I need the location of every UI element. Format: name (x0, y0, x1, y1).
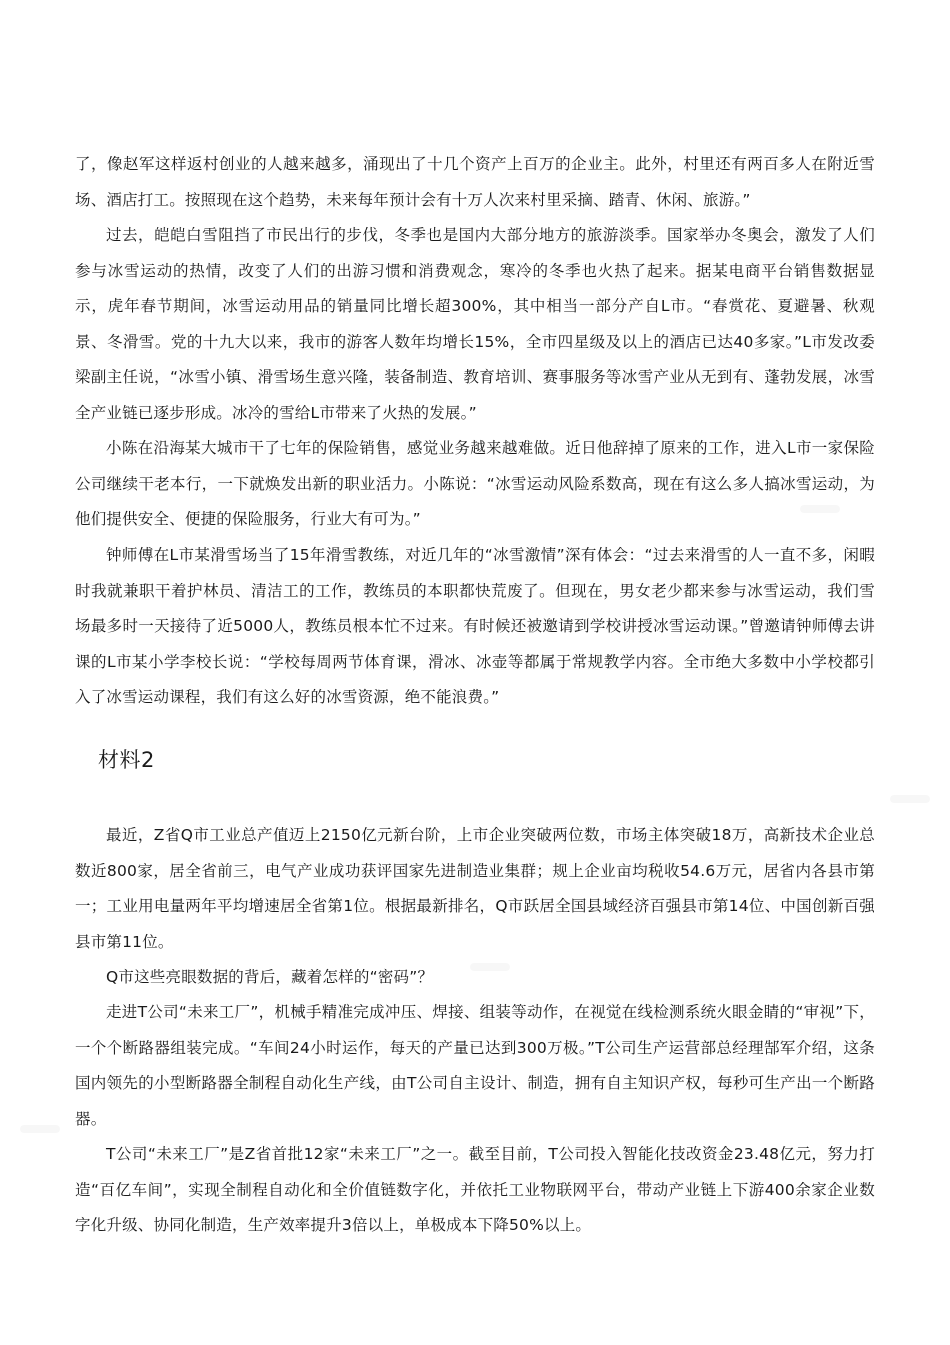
paragraph-q-city-industry: 最近，Z省Q市工业总产值迈上2150亿元新台阶，上市企业突破两位数，市场主体突破18万，高新技术企业总数近800家，居全省前三，电气产业成功获评国家先进制造业集群；规上企业亩均税收54.6万元，居省内各县市第一；工业用电量两年平均增速居全省第1位。根据最新排名，Q市跃居全国县域经济百强县市第14位、中国创新百强县市第11位。 (75, 826, 875, 951)
watermark-mark (470, 963, 510, 971)
watermark-mark (890, 795, 930, 803)
paragraph-t-company: T公司“未来工厂”是Z省首批12家“未来工厂”之一。截至目前，T公司投入智能化技改资金23.48亿元，努力打造“百亿车间”，实现全制程自动化和全价值链数字化，并依托工业物联网平台，带动产业链上下游400余家企业数字化升级、协同化制造，生产效率提升3倍以上，单极成本下降50%以上。 (75, 1145, 875, 1234)
paragraph-future-factory: 走进T公司“未来工厂”，机械手精准完成冲压、焊接、组装等动作，在视觉在线检测系统火眼金睛的“审视”下，一个个断路器组装完成。“车间24小时运作，每天的产量已达到300万极。”T公司生产运营部总经理郜军介绍，这条国内领先的小型断路器全制程自动化生产线，由T公司自主设计、制造，拥有自主知识产权，每秒可生产出一个断路器。 (75, 1003, 875, 1128)
paragraph-continuation: 了，像赵军这样返村创业的人越来越多，涌现出了十几个资产上百万的企业主。此外，村里还有两百多人在附近雪场、酒店打工。按照现在这个趋势，未来每年预计会有十万人次来村里采摘、踏青、休闲、旅游。” (75, 155, 875, 209)
paragraph-question: Q市这些亮眼数据的背后，藏着怎样的“密码”？ (106, 968, 434, 986)
watermark-mark (800, 505, 840, 513)
paragraph-winter-tourism: 过去，皑皑白雪阻挡了市民出行的步伐，冬季也是国内大部分地方的旅游淡季。国家举办冬奥会，激发了人们参与冰雪运动的热情，改变了人们的出游习惯和消费观念，寒冷的冬季也火热了起来。据某电商平台销售数据显示，虎年春节期间，冰雪运动用品的销量同比增长超300%，其中相当一部分产自L市。“春赏花、夏避暑、秋观景、冬滑雪。党的十九大以来，我市的游客人数年均增长15%，全市四星级及以上的酒店已达40多家。”L市发改委梁副主任说，“冰雪小镇、滑雪场生意兴隆，装备制造、教育培训、赛事服务等冰雪产业从无到有、蓬勃发展，冰雪全产业链已逐步形成。冰冷的雪给L市带来了火热的发展。” (75, 226, 875, 422)
section-heading-material-2: 材料2 (98, 748, 155, 772)
paragraph-insurance-sales: 小陈在沿海某大城市干了七年的保险销售，感觉业务越来越难做。近日他辞掉了原来的工作，进入L市一家保险公司继续干老本行，一下就焕发出新的职业活力。小陈说：“冰雪运动风险系数高，现在有这么多人搞冰雪运动，为他们提供安全、便捷的保险服务，行业大有可为。” (75, 439, 875, 528)
paragraph-ski-coach: 钟师傅在L市某滑雪场当了15年滑雪教练，对近几年的“冰雪激情”深有体会：“过去来滑雪的人一直不多，闲暇时我就兼职干着护林员、清洁工的工作，教练员的本职都快荒废了。但现在，男女老少都来参与冰雪运动，我们雪场最多时一天接待了近5000人，教练员根本忙不过来。有时候还被邀请到学校讲授冰雪运动课。”曾邀请钟师傅去讲课的L市某小学李校长说：“学校每周两节体育课，滑冰、冰壶等都属于常规教学内容。全市绝大多数中小学校都引入了冰雪运动课程，我们有这么好的冰雪资源，绝不能浪费。” (75, 546, 875, 706)
watermark-mark (20, 1125, 60, 1133)
